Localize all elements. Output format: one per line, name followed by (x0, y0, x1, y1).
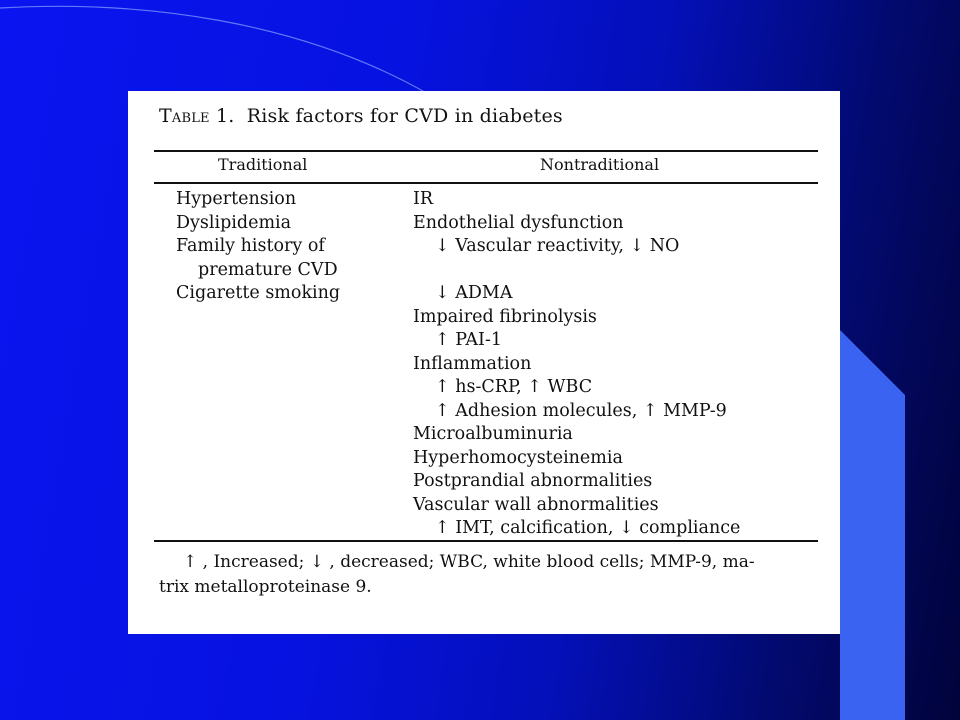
traditional-factor: Hypertension (176, 189, 297, 209)
nontraditional-factor: ↑ PAI-1 (435, 330, 502, 350)
nontraditional-factor: Hyperhomocysteinemia (413, 447, 623, 468)
nontraditional-factor: Microalbuminuria (413, 424, 573, 444)
nontraditional-factor: Vascular wall abnormalities (413, 494, 659, 515)
table-number-label: Table 1. (159, 105, 235, 127)
background-blue-panel (840, 330, 905, 720)
nontraditional-factor: ↑ Adhesion molecules, ↑ MMP-9 (435, 400, 727, 421)
nontraditional-factor: Impaired fibrinolysis (413, 306, 597, 327)
background-arc-curve (0, 6, 430, 95)
table-top-rule (154, 150, 818, 152)
nontraditional-factor: ↑ IMT, calcification, ↓ compliance (435, 518, 741, 538)
nontraditional-factor: Endothelial dysfunction (413, 212, 624, 233)
footnote-line: ↑ , Increased; ↓ , decreased; WBC, white blood cells; MMP-9, ma- (183, 552, 755, 572)
nontraditional-factor: Inflammation (413, 353, 532, 374)
row-spacer (413, 259, 740, 283)
table-title-text: Risk factors for CVD in diabetes (246, 105, 563, 127)
nontraditional-factor: ↓ Vascular reactivity, ↓ NO (435, 236, 680, 256)
table-header-rule (154, 182, 818, 184)
traditional-factors-list (176, 188, 340, 306)
table-bottom-rule (154, 540, 818, 542)
footnote-line: trix metalloproteinase 9. (159, 577, 372, 597)
table-footnote (159, 550, 823, 600)
nontraditional-factor: IR (413, 189, 434, 209)
traditional-factor: Cigarette smoking (176, 283, 341, 303)
nontraditional-factor: Postprandial abnormalities (413, 471, 653, 491)
nontraditional-factor: ↑ hs-CRP, ↑ WBC (435, 377, 593, 397)
risk-factor-table (128, 91, 840, 634)
nontraditional-factor: ↓ ADMA (435, 283, 513, 303)
traditional-factor: premature CVD (198, 259, 338, 280)
table-title (159, 105, 563, 127)
traditional-factor: Dyslipidemia (176, 212, 292, 233)
traditional-factor: Family history of (176, 236, 325, 256)
column-header-nontraditional: Nontraditional (540, 155, 660, 174)
nontraditional-factors-list (413, 188, 740, 541)
column-header-traditional: Traditional (218, 155, 308, 174)
